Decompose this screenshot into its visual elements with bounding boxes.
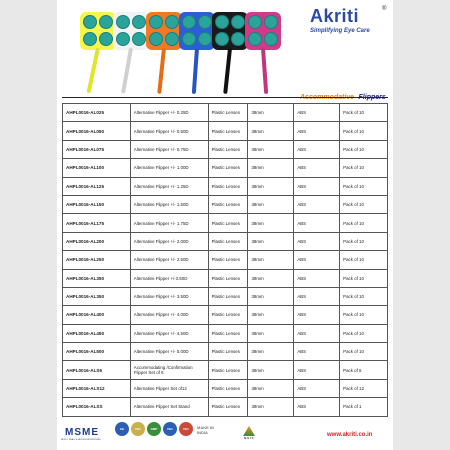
footer	[57, 418, 393, 450]
table-row	[63, 324, 388, 342]
cell-desc: Alternative Flipper Set Stand	[130, 398, 208, 416]
cell-pack: Pack of 10	[340, 343, 388, 361]
cell-diameter: 38mm	[248, 177, 294, 195]
akriti-logo	[304, 6, 394, 40]
cell-material: Plastic Lenses	[208, 159, 248, 177]
cell-material: Plastic Lenses	[208, 306, 248, 324]
cell-code: AHPL0016-AL500	[63, 343, 131, 361]
table-row	[63, 343, 388, 361]
cell-pack: Pack of 10	[340, 306, 388, 324]
ce-cert-icon: CE	[115, 422, 129, 436]
cell-type: ABS	[294, 122, 340, 140]
cell-desc: Alternative Flipper +/-3.50D	[130, 269, 208, 287]
table-row	[63, 122, 388, 140]
nsic-logo	[235, 422, 263, 444]
table-row	[63, 251, 388, 269]
table-row	[63, 195, 388, 213]
cell-material: Plastic Lenses	[208, 361, 248, 379]
cell-type: ABS	[294, 398, 340, 416]
iso-cert-icon-3: ISO	[179, 422, 193, 436]
nsic-text: N S I C	[244, 436, 254, 440]
cell-diameter: 38mm	[248, 251, 294, 269]
table-row	[63, 214, 388, 232]
cell-type: ABS	[294, 287, 340, 305]
flipper-image	[179, 12, 215, 94]
table-row	[63, 177, 388, 195]
cell-material: Plastic Lenses	[208, 324, 248, 342]
cell-code: AHPL0016-AL350	[63, 269, 131, 287]
cell-desc: Alternative Flipper +/- 1.50D	[130, 195, 208, 213]
table-row	[63, 232, 388, 250]
cell-code: AHPL0016-AL250	[63, 251, 131, 269]
cell-material: Plastic Lenses	[208, 379, 248, 397]
cell-diameter: 38mm	[248, 122, 294, 140]
cell-pack: Pack of 10	[340, 140, 388, 158]
cell-diameter: 38mm	[248, 343, 294, 361]
flipper-image	[212, 12, 248, 94]
nsic-mark-icon	[243, 426, 255, 436]
table-row	[63, 269, 388, 287]
table-row	[63, 361, 388, 379]
cell-pack: Pack of 10	[340, 214, 388, 232]
brand-name: Akriti	[310, 6, 360, 26]
cell-code: AHPL0016-AL025	[63, 104, 131, 122]
cell-pack: Pack of 10	[340, 122, 388, 140]
cell-diameter: 38mm	[248, 361, 294, 379]
cell-desc: Alternative Flipper +/- 5.00D	[130, 343, 208, 361]
cell-desc: Alternative Flipper +/- 1.25D	[130, 177, 208, 195]
cell-pack: Pack of 12	[340, 379, 388, 397]
cell-material: Plastic Lenses	[208, 251, 248, 269]
cell-material: Plastic Lenses	[208, 122, 248, 140]
cell-code: AHPL0016-AL125	[63, 177, 131, 195]
cell-type: ABS	[294, 214, 340, 232]
cell-desc: Alternative Flipper +/- 2.00D	[130, 232, 208, 250]
cell-material: Plastic Lenses	[208, 140, 248, 158]
cell-desc: Alternative Flipper +/- 0.25D	[130, 104, 208, 122]
cell-type: ABS	[294, 104, 340, 122]
make-in-india-logo	[197, 422, 225, 438]
cell-code: AHPL0016-AL175	[63, 214, 131, 232]
cell-desc: Alternative Flipper +/- 1.75D	[130, 214, 208, 232]
cell-code: AHPL0016-ALS6	[63, 361, 131, 379]
cell-diameter: 38mm	[248, 214, 294, 232]
cell-code: AHPL0016-AL150	[63, 195, 131, 213]
iso-cert-icon: ISO	[131, 422, 145, 436]
product-table	[62, 103, 388, 417]
cell-material: Plastic Lenses	[208, 104, 248, 122]
cell-desc: Alternative Flipper +/- 4.50D	[130, 324, 208, 342]
cell-type: ABS	[294, 195, 340, 213]
cell-type: ABS	[294, 306, 340, 324]
cell-code: AHPL0016-AL100	[63, 159, 131, 177]
table-row	[63, 104, 388, 122]
cell-diameter: 38mm	[248, 269, 294, 287]
cell-desc: Alternative Flipper +/- 0.50D	[130, 122, 208, 140]
cell-pack: Pack of 10	[340, 232, 388, 250]
msme-subtitle: MICRO, SMALL & MEDIUM ENTERPRISES	[61, 439, 101, 441]
cell-diameter: 38mm	[248, 104, 294, 122]
cell-type: ABS	[294, 159, 340, 177]
cell-diameter: 38mm	[248, 195, 294, 213]
cell-pack: Pack of 10	[340, 159, 388, 177]
cell-type: ABS	[294, 343, 340, 361]
cell-type: ABS	[294, 269, 340, 287]
cell-type: ABS	[294, 140, 340, 158]
cell-desc: Alternative Flipper +/- 2.50D	[130, 251, 208, 269]
cell-type: ABS	[294, 251, 340, 269]
cell-material: Plastic Lenses	[208, 398, 248, 416]
heading-divider	[62, 97, 388, 98]
cell-diameter: 38mm	[248, 324, 294, 342]
cell-material: Plastic Lenses	[208, 343, 248, 361]
table-row	[63, 140, 388, 158]
cell-pack: Pack of 10	[340, 287, 388, 305]
cell-code: AHPL0016-AL450	[63, 324, 131, 342]
cell-diameter: 38mm	[248, 398, 294, 416]
cell-diameter: 38mm	[248, 306, 294, 324]
website-link[interactable]: www.akriti.co.in	[327, 432, 373, 438]
iso-cert-icon-2: ISO	[163, 422, 177, 436]
cell-diameter: 38mm	[248, 159, 294, 177]
cell-pack: Pack of 10	[340, 251, 388, 269]
flipper-image	[113, 12, 149, 94]
cell-code: AHPL0016-AL350	[63, 287, 131, 305]
cell-desc: Alternative Flipper Set of12	[130, 379, 208, 397]
cell-material: Plastic Lenses	[208, 269, 248, 287]
cell-type: ABS	[294, 324, 340, 342]
cell-material: Plastic Lenses	[208, 195, 248, 213]
cell-pack: Pack of 10	[340, 177, 388, 195]
cell-diameter: 38mm	[248, 140, 294, 158]
brand-tagline: Simplifying Eye Care	[310, 28, 370, 34]
cell-desc: Alternative Flipper +/- 3.50D	[130, 287, 208, 305]
cell-desc: Alternative Flipper +/- 1.00D	[130, 159, 208, 177]
cell-pack: Pack of 6	[340, 361, 388, 379]
cell-material: Plastic Lenses	[208, 214, 248, 232]
cell-pack: Pack of 10	[340, 104, 388, 122]
table-row	[63, 306, 388, 324]
cell-pack: Pack of 1	[340, 398, 388, 416]
cell-desc: Alternative Flipper +/- 0.75D	[130, 140, 208, 158]
flipper-image	[80, 12, 116, 94]
cell-type: ABS	[294, 361, 340, 379]
cell-code: AHPL0016-AL050	[63, 122, 131, 140]
make-in-india-text: MAKE IN INDIA	[197, 425, 214, 435]
cell-desc: Alternative Flipper +/- 4.00D	[130, 306, 208, 324]
cell-diameter: 38mm	[248, 287, 294, 305]
cell-material: Plastic Lenses	[208, 287, 248, 305]
cell-pack: Pack of 10	[340, 324, 388, 342]
cell-diameter: 38mm	[248, 232, 294, 250]
table-row	[63, 287, 388, 305]
cell-desc: Accommodating /Confirmation Flipper Set of 6	[130, 361, 208, 379]
msme-text: MSME	[65, 426, 99, 438]
cell-material: Plastic Lenses	[208, 232, 248, 250]
cell-code: AHPL0016-AL200	[63, 232, 131, 250]
cell-type: ABS	[294, 177, 340, 195]
flipper-image	[245, 12, 281, 94]
table-row	[63, 398, 388, 416]
table-row	[63, 379, 388, 397]
cell-code: AHPL0016-ALS12	[63, 379, 131, 397]
cell-pack: Pack of 10	[340, 269, 388, 287]
cell-code: AHPL0016-AL400	[63, 306, 131, 324]
cell-code: AHPL0016-ALSS	[63, 398, 131, 416]
cell-code: AHPL0016-AL075	[63, 140, 131, 158]
cell-diameter: 38mm	[248, 379, 294, 397]
gmp-cert-icon: GMP	[147, 422, 161, 436]
cell-type: ABS	[294, 232, 340, 250]
table-row	[63, 159, 388, 177]
cell-material: Plastic Lenses	[208, 177, 248, 195]
flipper-image	[146, 12, 182, 94]
cell-pack: Pack of 10	[340, 195, 388, 213]
registered-mark: ®	[382, 6, 387, 12]
cell-type: ABS	[294, 379, 340, 397]
